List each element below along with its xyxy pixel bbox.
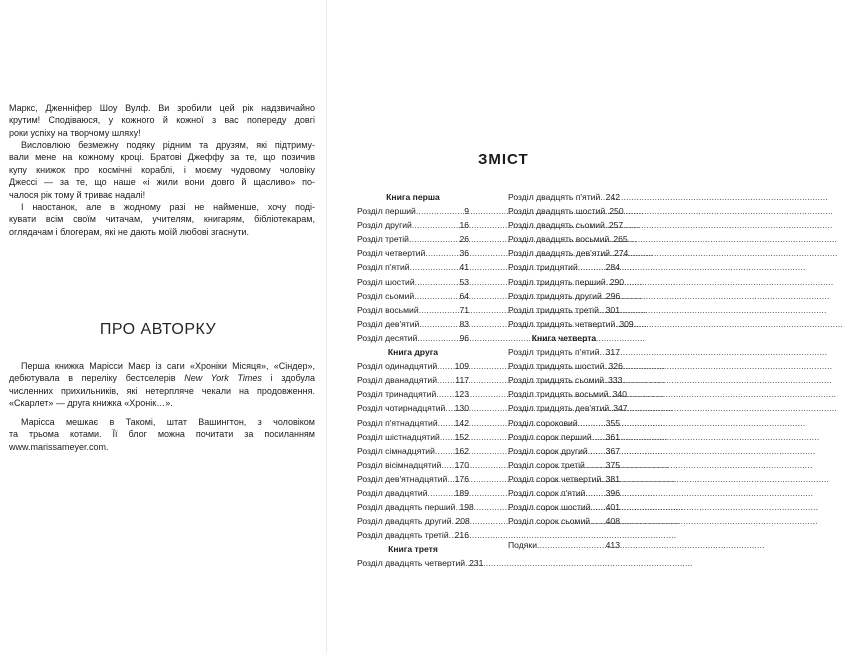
- toc-entry-page: 71: [459, 304, 469, 315]
- toc-dot-leader: [428, 486, 455, 500]
- acknowledgements-paragraph-3: [9, 201, 315, 238]
- toc-entry-page: 284: [605, 262, 620, 273]
- toc-entry-page: 83: [459, 318, 469, 329]
- toc-entry[interactable]: [357, 486, 469, 500]
- toc-entry[interactable]: [508, 232, 628, 246]
- toc-entry[interactable]: [508, 500, 620, 514]
- toc-entry-page: 265: [613, 234, 628, 245]
- toc-entry[interactable]: [357, 514, 469, 528]
- text-line: Джессі — за те, що наше «і жили вони довго й щасливо» по-: [9, 177, 315, 188]
- toc-dot-leader: [437, 373, 455, 387]
- toc-entry-page: 64: [459, 290, 469, 301]
- toc-entry-page: 326: [608, 361, 623, 372]
- toc-dot-leader: [438, 416, 455, 430]
- text-line: кувати всім своїм читачам, учителям, книгарям, бібліотекарам,: [9, 214, 315, 225]
- toc-entry[interactable]: [357, 359, 469, 373]
- toc-dot-leader: [592, 430, 606, 444]
- toc-dot-leader: [412, 218, 460, 232]
- toc-entry-title: Розділ тридцять п'ятий: [508, 347, 600, 358]
- toc-entry-page: 375: [605, 459, 620, 470]
- toc-entry-page: 396: [605, 487, 620, 498]
- toc-entry-title: Розділ другий: [357, 220, 412, 231]
- toc-entry-title: Розділ двадцятий: [357, 487, 428, 498]
- toc-entry-title: Розділ тридцятий: [508, 262, 578, 273]
- toc-entry-title: Розділ вісімнадцятий: [357, 459, 442, 470]
- toc-entry-page: 296: [605, 290, 621, 301]
- toc-entry-title: Розділ двадцять дев'ятий: [508, 248, 610, 259]
- toc-entry[interactable]: [357, 458, 469, 472]
- toc-entry[interactable]: [357, 387, 469, 401]
- toc-entry-page: 231: [469, 558, 484, 569]
- toc-entry-page: 361: [605, 431, 620, 442]
- toc-entry-title: Розділ тридцять шостий: [508, 361, 605, 372]
- toc-dot-leader: [590, 514, 606, 528]
- about-author-paragraph-1: [9, 360, 315, 410]
- text-segment: і здобула: [261, 373, 315, 384]
- toc-dot-leader: [578, 260, 606, 274]
- toc-entry-page: 274: [613, 248, 629, 259]
- toc-entry[interactable]: [508, 260, 620, 274]
- left-page: [0, 0, 327, 653]
- about-author-heading: ПРО АВТОРКУ: [99, 321, 217, 338]
- toc-book-heading: Книга третя: [388, 544, 438, 555]
- toc-entry-title: Розділ п'ятнадцятий: [357, 417, 438, 428]
- toc-entry[interactable]: [357, 260, 469, 274]
- toc-dot-leader: [591, 500, 606, 514]
- toc-dot-leader: [445, 401, 454, 415]
- toc-title: ЗМІСТ: [478, 151, 529, 168]
- toc-entry[interactable]: [508, 317, 634, 331]
- toc-entry-title: Розділ двадцять восьмий: [508, 234, 610, 245]
- toc-entry[interactable]: [508, 416, 620, 430]
- toc-entry-title: Розділ тридцять другий: [508, 290, 602, 301]
- toc-entry-title: Розділ чотирнадцятий: [357, 403, 446, 414]
- toc-entry-title: Розділ сорок четвертий: [508, 473, 602, 484]
- toc-entry-title: Розділ тридцять сьомий: [508, 375, 605, 386]
- toc-entry[interactable]: [357, 472, 469, 486]
- toc-dot-leader: [416, 204, 464, 218]
- toc-entry-acknowledgements[interactable]: [508, 540, 620, 550]
- toc-entry[interactable]: [357, 303, 469, 317]
- toc-entry[interactable]: [508, 204, 624, 218]
- toc-dot-leader: [599, 303, 606, 317]
- toc-entry-title: Розділ двадцять сьомий: [508, 220, 605, 231]
- toc-entry-page: 347: [613, 403, 628, 414]
- toc-entry-title: Розділ тридцять дев'ятий: [508, 403, 610, 414]
- toc-entry[interactable]: [508, 345, 620, 359]
- text-line: роки успіху на творчому шляху!: [9, 127, 141, 138]
- toc-entry[interactable]: [357, 500, 474, 514]
- toc-dot-leader: [425, 246, 459, 260]
- toc-entry-page: 408: [605, 516, 620, 527]
- toc-book-heading: Книга друга: [387, 347, 439, 358]
- toc-entry-title: Розділ сорок третій: [508, 459, 585, 470]
- toc-entry-title: Розділ дев'ятий: [357, 318, 420, 329]
- toc-entry-page: 401: [605, 502, 620, 513]
- toc-dot-leader: [415, 275, 460, 289]
- toc-entry-title: Розділ дванадцятий: [357, 375, 438, 386]
- toc-entry-page: 26: [459, 234, 469, 245]
- toc-entry-page: 16: [459, 220, 469, 231]
- toc-entry-page: 355: [605, 417, 620, 428]
- toc-entry-title: Розділ сорок п'ятий: [508, 487, 586, 498]
- toc-entry-page: 41: [459, 262, 469, 273]
- toc-entry-page: 96: [459, 332, 469, 343]
- toc-entry[interactable]: [508, 458, 620, 472]
- text-line: чалося рік тому й триває надалі!: [9, 189, 146, 200]
- toc-entry-title: Розділ двадцять шостий: [508, 206, 606, 217]
- toc-dot-leader: [435, 444, 455, 458]
- toc-dot-leader: [440, 430, 455, 444]
- toc-dot-leader: [578, 416, 606, 430]
- toc-entry[interactable]: [508, 190, 620, 204]
- toc-entry-title: Розділ сороковий: [508, 417, 578, 428]
- toc-entry[interactable]: [357, 416, 469, 430]
- toc-entry-page: 162: [454, 445, 469, 456]
- toc-entry-title: Розділ двадцять перший: [357, 502, 456, 513]
- toc-entry[interactable]: [508, 303, 620, 317]
- toc-entry-title: Розділ тридцять перший: [508, 276, 606, 287]
- toc-entry-title: Розділ тридцять восьмий: [508, 389, 609, 400]
- toc-entry-title: Розділ одинадцятий: [357, 361, 438, 372]
- text-line: купу книжок про космічні кораблі, і моєму чудовому чоловіку: [9, 164, 315, 175]
- toc-entry-page: 9: [464, 206, 469, 217]
- text-line: оглядачам і блогерам, які не дають моїй любові згаснути.: [9, 226, 249, 237]
- toc-right-column: [508, 190, 634, 528]
- toc-entry[interactable]: [508, 373, 623, 387]
- toc-entry[interactable]: [508, 387, 627, 401]
- toc-entry-title: Розділ дев'ятнадцятий: [357, 473, 448, 484]
- italic-title: New York Times: [184, 373, 262, 384]
- toc-dot-leader: [585, 458, 606, 472]
- toc-entry[interactable]: [357, 204, 469, 218]
- text-line: вали мене на кожному кроці. Братові Джеффу за те, що позичив: [9, 152, 315, 163]
- toc-entry-page: 340: [612, 389, 627, 400]
- toc-dot-leader: [437, 359, 454, 373]
- toc-entry-title: Розділ десятий: [357, 332, 418, 343]
- toc-entry[interactable]: [357, 430, 469, 444]
- toc-book-heading: Книга четверта: [531, 332, 597, 343]
- toc-entry[interactable]: [508, 472, 620, 486]
- toc-entry-page: 250: [609, 206, 624, 217]
- toc-dot-leader: [436, 387, 454, 401]
- toc-entry-page: 309: [619, 318, 634, 329]
- toc-entry-title: Розділ двадцять другий: [357, 516, 452, 527]
- toc-entry-page: 257: [608, 220, 624, 231]
- toc-entry-title: Розділ сорок перший: [508, 431, 592, 442]
- toc-entry-page: 317: [605, 347, 620, 358]
- toc-dot-leader: [410, 260, 460, 274]
- toc-entry-page: 123: [454, 389, 469, 400]
- toc-entry-title: Розділ п'ятий: [357, 262, 410, 273]
- toc-entry-title: Розділ тридцять четвертий: [508, 318, 616, 329]
- toc-entry-title: Розділ перший: [357, 206, 416, 217]
- toc-entry-title: Розділ тринадцятий: [357, 389, 437, 400]
- toc-entry-title: Розділ сорок другий: [508, 445, 588, 456]
- toc-dot-leader: [537, 540, 606, 550]
- toc-entry[interactable]: [508, 486, 620, 500]
- toc-dot-leader: [447, 472, 454, 486]
- toc-entry-title: Розділ шістнадцятий: [357, 431, 440, 442]
- toc-entry[interactable]: [357, 317, 469, 331]
- toc-entry[interactable]: [357, 218, 469, 232]
- toc-entry-page: 142: [454, 417, 469, 428]
- text-line: крутим! Сподіваюся, у кожного й кожної з вас попереду довгі: [9, 115, 315, 126]
- toc-dot-leader: [414, 289, 459, 303]
- toc-entry[interactable]: [357, 232, 469, 246]
- toc-entry[interactable]: [508, 444, 620, 458]
- text-line: та трьома котами. Її блог можна почитати за посиланням: [9, 429, 315, 440]
- acknowledgements-paragraph-1: [9, 102, 315, 139]
- toc-entry-title: Розділ четвертий: [357, 248, 426, 259]
- toc-dot-leader: [419, 303, 460, 317]
- toc-entry-title: Розділ сорок сьомий: [508, 516, 591, 527]
- toc-dot-leader: [417, 331, 459, 345]
- acknowledgements-paragraph-2: [9, 139, 315, 201]
- text-line: [9, 372, 315, 384]
- toc-entry[interactable]: [357, 373, 469, 387]
- toc-dot-leader: [588, 444, 606, 458]
- text-line: Висловлюю безмежну подяку рідним та друзям, які підтриму-: [21, 140, 315, 150]
- toc-book-heading: Книга перша: [386, 192, 440, 202]
- toc-entry-title: Розділ двадцять третій: [357, 530, 449, 541]
- toc-entry[interactable]: [357, 289, 469, 303]
- toc-entry-page: 36: [459, 248, 469, 259]
- toc-entry[interactable]: [508, 218, 624, 232]
- toc-entry[interactable]: [357, 246, 469, 260]
- toc-entry-page: 117: [455, 375, 469, 386]
- toc-dot-leader: [409, 232, 459, 246]
- toc-entry[interactable]: [508, 430, 620, 444]
- toc-entry-page: 381: [605, 473, 620, 484]
- toc-entry-title: Розділ двадцять п'ятий: [508, 192, 601, 202]
- toc-entry-title: Розділ сорок шостий: [508, 502, 591, 513]
- toc-entry[interactable]: [508, 289, 620, 303]
- toc-entry[interactable]: [357, 401, 469, 415]
- toc-entry-page: 333: [608, 375, 623, 386]
- toc-entry[interactable]: [508, 246, 629, 260]
- toc-dot-leader: [585, 486, 605, 500]
- toc-entry-page: 367: [605, 445, 620, 456]
- toc-entry-page: 176: [454, 473, 469, 484]
- toc-entry-page: 198: [459, 502, 474, 513]
- toc-entry[interactable]: [357, 331, 469, 345]
- toc-entry[interactable]: [357, 275, 469, 289]
- toc-entry[interactable]: [357, 528, 469, 542]
- toc-entry[interactable]: [357, 444, 469, 458]
- toc-entry-page: 109: [454, 361, 469, 372]
- toc-entry-page: 413: [605, 540, 620, 550]
- toc-entry-page: 301: [605, 304, 620, 315]
- toc-entry-page: 242: [605, 192, 620, 202]
- toc-dot-leader: [441, 458, 454, 472]
- toc-left-column: [357, 190, 484, 571]
- toc-entry-page: 189: [454, 487, 469, 498]
- toc-entry-title: Подяки: [508, 540, 537, 550]
- toc-entry-page: 152: [454, 431, 469, 442]
- text-line: численних прихильників, які нетерпляче чекали на продовження.: [9, 385, 315, 396]
- toc-entry-page: 290: [609, 276, 625, 287]
- toc-entry-title: Розділ сьомий: [357, 290, 415, 301]
- toc-entry-page: 53: [459, 276, 469, 287]
- text-segment: дебютувала в переліку бестселерів: [9, 373, 185, 384]
- toc-entry-page: 208: [455, 516, 470, 527]
- toc-entry-title: Розділ тридцять третій: [508, 304, 599, 315]
- toc-entry-title: Розділ двадцять четвертий: [357, 558, 466, 569]
- toc-entry[interactable]: [508, 275, 625, 289]
- about-author-paragraph-2: [9, 416, 315, 453]
- text-line: Перша книжка Марісси Маєр із саги «Хроніки Місяця», «Сіндер»,: [21, 361, 315, 371]
- text-line: І наостанок, але в жодному разі не найменше, хочу поді-: [21, 202, 315, 212]
- text-line: Марісса мешкає в Такомі, штат Вашингтон, з чоловіком: [21, 417, 315, 427]
- author-website-link[interactable]: www.marissameyer.com.: [9, 441, 109, 452]
- toc-entry-page: 216: [454, 530, 469, 541]
- text-line: «Скарлет» — друга книжка «Хронік…».: [9, 398, 173, 409]
- toc-entry[interactable]: [357, 556, 484, 570]
- text-line: Маркс, Дженніфер Шоу Вулф. Ви зробили цей рік надзвичайно: [9, 103, 315, 113]
- toc-entry[interactable]: [508, 359, 623, 373]
- toc-entry[interactable]: [508, 514, 620, 528]
- toc-entry-title: Розділ шостий: [357, 276, 415, 287]
- toc-entry-page: 170: [454, 459, 469, 470]
- toc-entry-title: Розділ восьмий: [357, 304, 419, 315]
- toc-entry[interactable]: [508, 401, 628, 415]
- toc-entry-title: Розділ сімнадцятий: [357, 445, 435, 456]
- toc-dot-leader: [419, 317, 459, 331]
- toc-entry-title: Розділ третій: [357, 234, 409, 245]
- toc-entry-page: 130: [454, 403, 469, 414]
